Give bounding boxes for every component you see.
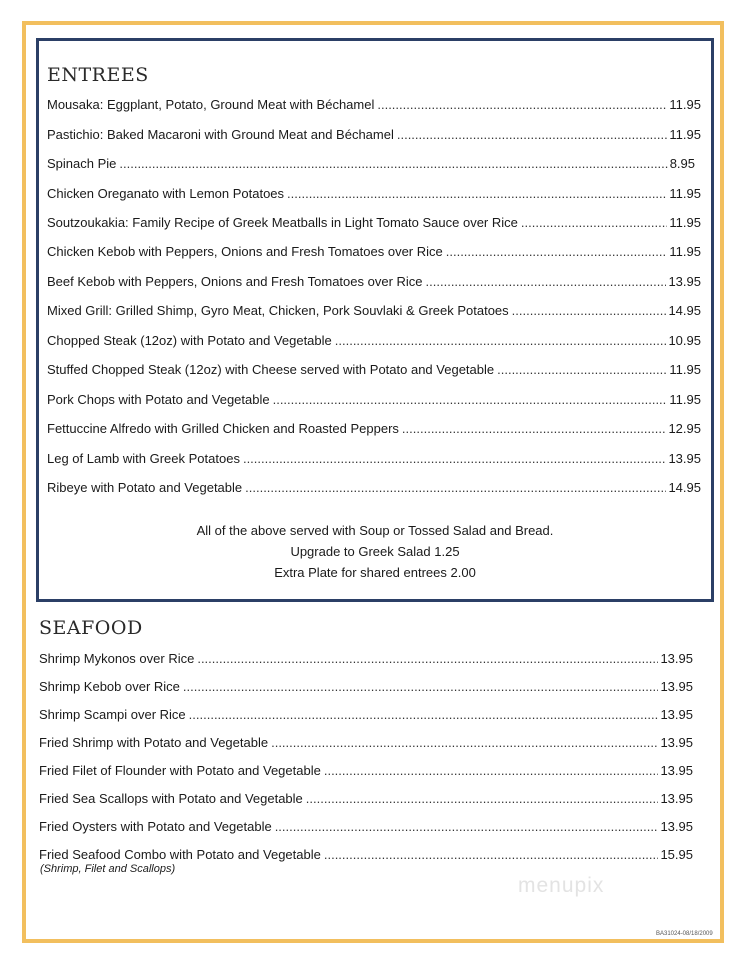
item-price: 11.95 <box>669 215 701 230</box>
item-name: Chicken Oreganato with Lemon Potatoes <box>47 186 285 201</box>
item-name: Shrimp Kebob over Rice <box>39 679 180 694</box>
item-name: Ribeye with Potato and Vegetable <box>47 480 243 495</box>
item-price: 11.95 <box>669 127 701 142</box>
item-price: 13.95 <box>660 707 693 722</box>
menu-item <box>47 156 701 171</box>
entrees-box <box>36 38 714 602</box>
combo-note: (Shrimp, Filet and Scallops) <box>40 863 176 875</box>
item-name: Chopped Steak (12oz) with Potato and Vegetable <box>47 333 332 348</box>
menupix-watermark: menupix <box>518 874 605 897</box>
menu-item <box>47 362 701 377</box>
item-price: 13.95 <box>668 451 701 466</box>
menu-item <box>47 421 701 436</box>
item-name: Fried Shrimp with Potato and Vegetable <box>39 735 269 750</box>
item-price: 13.95 <box>660 791 693 806</box>
item-price: 13.95 <box>660 819 693 834</box>
item-name: Fried Filet of Flounder with Potato and Vegetable <box>39 763 321 778</box>
menu-item <box>39 651 693 666</box>
footer-code: BA31024-08/18/2009 <box>656 931 713 937</box>
item-name: Shrimp Scampi over Rice <box>39 707 186 722</box>
item-price: 13.95 <box>660 679 693 694</box>
item-price: 15.95 <box>660 847 693 862</box>
menu-item <box>39 707 693 722</box>
menu-item <box>39 791 693 806</box>
menu-item <box>47 451 701 466</box>
note-line: All of the above served with Soup or Tossed Salad and Bread. <box>196 523 554 538</box>
item-name: Leg of Lamb with Greek Potatoes <box>47 451 240 466</box>
item-name: Fettuccine Alfredo with Grilled Chicken and Roasted Peppers <box>47 421 399 436</box>
item-price: 11.95 <box>669 244 701 259</box>
menu-item <box>47 392 701 407</box>
item-name: Shrimp Mykonos over Rice <box>39 651 195 666</box>
menu-item <box>47 333 701 348</box>
menu-item <box>39 679 693 694</box>
seafood-title: SEAFOOD <box>39 617 143 639</box>
menu-item <box>47 127 701 142</box>
item-name: Fried Sea Scallops with Potato and Vegetable <box>39 791 303 806</box>
menu-item <box>39 735 693 750</box>
item-name: Pork Chops with Potato and Vegetable <box>47 392 270 407</box>
menu-item <box>47 215 701 230</box>
note-line: Extra Plate for shared entrees 2.00 <box>274 565 476 580</box>
menu-item <box>47 244 701 259</box>
item-price: 11.95 <box>669 186 701 201</box>
item-price: 14.95 <box>668 480 701 495</box>
menu-item <box>47 97 701 112</box>
item-price: 11.95 <box>669 362 701 377</box>
item-price: 11.95 <box>669 392 701 407</box>
item-name: Beef Kebob with Peppers, Onions and Fresh Tomatoes over Rice <box>47 274 423 289</box>
menu-item <box>47 480 701 495</box>
menu-item <box>39 847 693 862</box>
item-price: 14.95 <box>668 303 701 318</box>
item-price: 13.95 <box>668 274 701 289</box>
item-name: Pastichio: Baked Macaroni with Ground Meat and Béchamel <box>47 127 394 142</box>
entrees-title: ENTREES <box>47 64 149 86</box>
item-price: 10.95 <box>668 333 701 348</box>
menu-item <box>39 819 693 834</box>
item-price: 13.95 <box>660 763 693 778</box>
item-price: 11.95 <box>669 97 701 112</box>
item-name: Fried Seafood Combo with Potato and Vegetable <box>39 847 321 862</box>
note-line: Upgrade to Greek Salad 1.25 <box>290 544 460 559</box>
item-price: 12.95 <box>668 421 701 436</box>
menu-item <box>47 303 701 318</box>
item-name: Chicken Kebob with Peppers, Onions and Fresh Tomatoes over Rice <box>47 244 443 259</box>
item-name: Fried Oysters with Potato and Vegetable <box>39 819 272 834</box>
item-price: 13.95 <box>660 651 693 666</box>
item-price: 13.95 <box>660 735 693 750</box>
menu-item <box>47 186 701 201</box>
menu-item <box>39 763 693 778</box>
item-name: Spinach Pie <box>47 156 117 171</box>
item-name: Mousaka: Eggplant, Potato, Ground Meat with Béchamel <box>47 97 375 112</box>
item-name: Mixed Grill: Grilled Shimp, Gyro Meat, Chicken, Pork Souvlaki & Greek Potatoes <box>47 303 509 318</box>
item-name: Soutzoukakia: Family Recipe of Greek Meatballs in Light Tomato Sauce over Rice <box>47 215 518 230</box>
item-name: Stuffed Chopped Steak (12oz) with Cheese served with Potato and Vegetable <box>47 362 495 377</box>
item-price: 8.95 <box>669 156 695 171</box>
entrees-notes <box>40 520 710 583</box>
menu-item <box>47 274 701 289</box>
